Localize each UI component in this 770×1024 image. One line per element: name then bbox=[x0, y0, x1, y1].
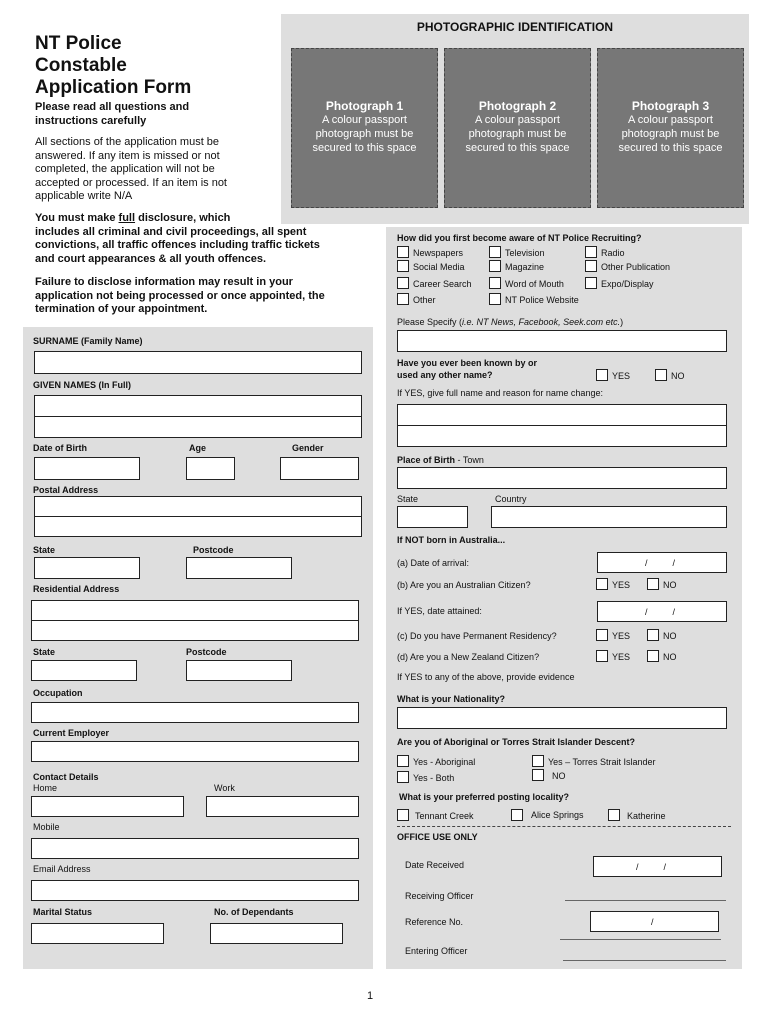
photo-line: A colour passport bbox=[475, 114, 560, 126]
atsi-aboriginal-label: Yes - Aboriginal bbox=[413, 757, 476, 767]
disclosure-line: includes all criminal and civil proceedings, all spent bbox=[35, 225, 307, 238]
reference-no-label: Reference No. bbox=[405, 917, 464, 927]
contact-details-label: Contact Details bbox=[33, 772, 99, 782]
word-of-mouth-label: Word of Mouth bbox=[505, 279, 564, 289]
home-phone-label: Home bbox=[33, 783, 58, 793]
nt-police-website-label: NT Police Website bbox=[505, 295, 579, 305]
other-label: Other bbox=[413, 295, 436, 305]
age-input[interactable] bbox=[186, 457, 235, 480]
postcode-input-2[interactable] bbox=[186, 660, 292, 681]
other-name-input-2[interactable] bbox=[397, 425, 727, 447]
failure-line: application not being processed or once appointed, the bbox=[35, 289, 325, 302]
residency-yes-checkbox[interactable] bbox=[596, 629, 608, 641]
reference-no-separator: / bbox=[651, 917, 654, 927]
title-line: Constable bbox=[35, 55, 127, 76]
citizen-label: (b) Are you an Australian Citizen? bbox=[397, 580, 531, 590]
reference-no-input[interactable] bbox=[590, 911, 719, 932]
known-yes-label: YES bbox=[612, 371, 631, 381]
date-attained-separator: / / bbox=[645, 607, 676, 617]
social-media-label: Social Media bbox=[413, 262, 465, 272]
photo-line: photograph must be bbox=[621, 128, 720, 140]
nationality-input[interactable] bbox=[397, 707, 727, 729]
other-publication-checkbox[interactable] bbox=[585, 260, 597, 272]
atsi-no-label: NO bbox=[552, 771, 566, 781]
date-received-label: Date Received bbox=[405, 860, 465, 870]
gender-label: Gender bbox=[292, 443, 324, 453]
specify-example: i.e. NT News, Facebook, Seek.com etc. bbox=[462, 317, 621, 327]
intro-line: applicable write N/A bbox=[35, 190, 133, 202]
atsi-torres-checkbox[interactable] bbox=[532, 755, 544, 767]
arrival-label: (a) Date of arrival: bbox=[397, 558, 470, 568]
birth-country-label: Country bbox=[495, 494, 527, 504]
career-search-label: Career Search bbox=[413, 279, 472, 289]
posting-question: What is your preferred posting locality? bbox=[399, 792, 570, 802]
residential-address-input-1[interactable] bbox=[31, 600, 359, 621]
photo-line: secured to this space bbox=[465, 142, 570, 154]
birth-town-input[interactable] bbox=[397, 467, 727, 489]
read-line: instructions carefully bbox=[35, 115, 147, 127]
form-title bbox=[35, 33, 191, 99]
state-input[interactable] bbox=[34, 557, 140, 579]
postal-address-input-2[interactable] bbox=[34, 516, 362, 537]
given-names-label: GIVEN NAMES (In Full) bbox=[33, 380, 131, 390]
aware-question: How did you first become aware of NT Police Recruiting? bbox=[397, 233, 642, 243]
atsi-both-checkbox[interactable] bbox=[397, 771, 409, 783]
evidence-note: If YES to any of the above, provide evidence bbox=[397, 672, 575, 682]
receiving-officer-line[interactable] bbox=[565, 900, 726, 901]
entering-officer-line[interactable] bbox=[563, 960, 726, 961]
photo-slot-3[interactable] bbox=[597, 48, 744, 208]
photo-title: Photograph 3 bbox=[631, 99, 710, 113]
photo-line: secured to this space bbox=[618, 142, 723, 154]
photo-title: Photograph 1 bbox=[325, 99, 404, 113]
specify-label bbox=[397, 317, 623, 328]
atsi-question: Are you of Aboriginal or Torres Strait Islander Descent? bbox=[397, 737, 636, 747]
specify-prefix: Please Specify ( bbox=[397, 317, 463, 327]
read-instruction bbox=[35, 100, 189, 128]
alice-springs-label: Alice Springs bbox=[531, 810, 584, 820]
photo-title: Photograph 2 bbox=[478, 99, 557, 113]
known-if-yes-label: If YES, give full name and reason for name change: bbox=[397, 388, 603, 398]
failure-line: termination of your appointment. bbox=[35, 303, 208, 315]
dob-input[interactable] bbox=[34, 457, 140, 480]
work-phone-input[interactable] bbox=[206, 796, 359, 817]
photo-slot-1[interactable] bbox=[291, 48, 438, 208]
office-divider bbox=[397, 826, 731, 827]
known-no-checkbox[interactable] bbox=[655, 369, 667, 381]
date-received-separator: / / bbox=[636, 862, 667, 872]
email-label: Email Address bbox=[33, 864, 91, 874]
nt-police-website-checkbox[interactable] bbox=[489, 293, 501, 305]
katherine-checkbox[interactable] bbox=[608, 809, 620, 821]
known-question-line-1: Have you ever been known by or bbox=[397, 358, 538, 368]
failure-line: Failure to disclose information may result in your bbox=[35, 276, 293, 288]
intro-line: answered. If any item is missed or not bbox=[35, 149, 220, 162]
receiving-officer-label: Receiving Officer bbox=[405, 891, 474, 901]
photo-line: A colour passport bbox=[322, 114, 407, 126]
citizen-no-label: NO bbox=[663, 580, 677, 590]
mobile-input[interactable] bbox=[31, 838, 359, 859]
social-media-checkbox[interactable] bbox=[397, 260, 409, 272]
disclosure-underlined: full bbox=[118, 212, 136, 224]
given-names-input-2[interactable] bbox=[34, 416, 362, 438]
intro-line: completed, the application will not be bbox=[35, 163, 215, 175]
intro-line: All sections of the application must be bbox=[35, 136, 220, 148]
dependants-label: No. of Dependants bbox=[214, 907, 294, 917]
atsi-no-checkbox[interactable] bbox=[532, 769, 544, 781]
disclosure-line: and court appearances & all youth offences. bbox=[35, 252, 267, 265]
postcode-input[interactable] bbox=[186, 557, 292, 579]
given-names-input-1[interactable] bbox=[34, 395, 362, 417]
alice-springs-checkbox[interactable] bbox=[511, 809, 523, 821]
work-phone-label: Work bbox=[214, 783, 235, 793]
photo-section-title: PHOTOGRAPHIC IDENTIFICATION bbox=[416, 20, 614, 34]
radio-checkbox[interactable] bbox=[585, 246, 597, 258]
residential-address-input-2[interactable] bbox=[31, 620, 359, 641]
postal-address-label: Postal Address bbox=[33, 485, 99, 495]
title-line: NT Police bbox=[35, 33, 122, 54]
citizen-no-checkbox[interactable] bbox=[647, 578, 659, 590]
failure-text bbox=[35, 276, 325, 317]
atsi-torres-label: Yes – Torres Strait Islander bbox=[548, 757, 656, 767]
citizen-yes-label: YES bbox=[612, 580, 631, 590]
nationality-label: What is your Nationality? bbox=[397, 694, 506, 704]
photo-line: photograph must be bbox=[315, 128, 414, 140]
newspapers-label: Newspapers bbox=[413, 248, 464, 258]
expo-display-label: Expo/Display bbox=[601, 279, 654, 289]
photo-line: secured to this space bbox=[312, 142, 417, 154]
pob-bold: Place of Birth bbox=[397, 455, 456, 465]
television-checkbox[interactable] bbox=[489, 246, 501, 258]
date-attained-label: If YES, date attained: bbox=[397, 606, 482, 616]
birth-country-input[interactable] bbox=[491, 506, 727, 528]
title-line: Application Form bbox=[35, 77, 192, 98]
dependants-input[interactable] bbox=[210, 923, 343, 944]
residency-yes-label: YES bbox=[612, 631, 631, 641]
known-question-line-2: used any other name? bbox=[397, 370, 493, 380]
read-line: Please read all questions and bbox=[35, 101, 190, 113]
other-checkbox[interactable] bbox=[397, 293, 409, 305]
intro-line: accepted or processed. If an item is not bbox=[35, 176, 227, 189]
birth-state-input[interactable] bbox=[397, 506, 468, 528]
newspapers-checkbox[interactable] bbox=[397, 246, 409, 258]
nz-citizen-label: (d) Are you a New Zealand Citizen? bbox=[397, 652, 540, 662]
state-label-2: State bbox=[33, 647, 56, 657]
word-of-mouth-checkbox[interactable] bbox=[489, 277, 501, 289]
photo-line: A colour passport bbox=[628, 114, 713, 126]
postcode-label: Postcode bbox=[193, 545, 234, 555]
dob-label: Date of Birth bbox=[33, 443, 87, 453]
occupation-input[interactable] bbox=[31, 702, 359, 723]
other-name-input-1[interactable] bbox=[397, 404, 727, 426]
age-label: Age bbox=[189, 443, 207, 453]
citizen-yes-checkbox[interactable] bbox=[596, 578, 608, 590]
arrival-date-separator: / / bbox=[645, 558, 676, 568]
current-employer-input[interactable] bbox=[31, 741, 359, 762]
residential-address-label: Residential Address bbox=[33, 584, 120, 594]
nz-no-label: NO bbox=[663, 652, 677, 662]
tennant-creek-label: Tennant Creek bbox=[415, 811, 474, 821]
pob-rest: - Town bbox=[455, 455, 484, 465]
specify-input[interactable] bbox=[397, 330, 727, 352]
mobile-label: Mobile bbox=[33, 822, 60, 832]
specify-suffix: ) bbox=[620, 317, 624, 327]
tennant-creek-checkbox[interactable] bbox=[397, 809, 409, 821]
reference-underline bbox=[560, 939, 721, 940]
television-label: Television bbox=[505, 248, 545, 258]
nz-yes-checkbox[interactable] bbox=[596, 650, 608, 662]
other-publication-label: Other Publication bbox=[601, 262, 671, 272]
residency-no-label: NO bbox=[663, 631, 677, 641]
magazine-label: Magazine bbox=[505, 262, 545, 272]
residency-no-checkbox[interactable] bbox=[647, 629, 659, 641]
email-input[interactable] bbox=[31, 880, 359, 901]
photo-slot-2[interactable] bbox=[444, 48, 591, 208]
intro-text bbox=[35, 136, 227, 204]
radio-label: Radio bbox=[601, 248, 625, 258]
surname-input[interactable] bbox=[34, 351, 362, 374]
surname-label: SURNAME (Family Name) bbox=[33, 336, 143, 346]
gender-input[interactable] bbox=[280, 457, 359, 480]
birth-state-label: State bbox=[397, 494, 419, 504]
nz-yes-label: YES bbox=[612, 652, 631, 662]
magazine-checkbox[interactable] bbox=[489, 260, 501, 272]
atsi-both-label: Yes - Both bbox=[413, 773, 455, 783]
career-search-checkbox[interactable] bbox=[397, 277, 409, 289]
current-employer-label: Current Employer bbox=[33, 728, 110, 738]
postcode-label-2: Postcode bbox=[186, 647, 227, 657]
office-use-title: OFFICE USE ONLY bbox=[397, 832, 478, 842]
residency-label: (c) Do you have Permanent Residency? bbox=[397, 631, 557, 641]
atsi-aboriginal-checkbox[interactable] bbox=[397, 755, 409, 767]
occupation-label: Occupation bbox=[33, 688, 83, 698]
place-of-birth-label bbox=[397, 455, 484, 466]
home-phone-input[interactable] bbox=[31, 796, 184, 817]
marital-status-input[interactable] bbox=[31, 923, 164, 944]
marital-status-label: Marital Status bbox=[33, 907, 93, 917]
state-label: State bbox=[33, 545, 56, 555]
disclosure-suffix: disclosure, which bbox=[135, 212, 231, 224]
katherine-label: Katherine bbox=[627, 811, 666, 821]
photo-line: photograph must be bbox=[468, 128, 567, 140]
not-born-heading: If NOT born in Australia... bbox=[397, 535, 506, 545]
disclosure-line: convictions, all traffic offences including traffic tickets bbox=[35, 239, 320, 251]
state-input-2[interactable] bbox=[31, 660, 137, 681]
entering-officer-label: Entering Officer bbox=[405, 946, 468, 956]
postal-address-input-1[interactable] bbox=[34, 496, 362, 517]
disclosure-prefix: You must make bbox=[35, 212, 119, 224]
page-number: 1 bbox=[366, 990, 374, 1002]
known-no-label: NO bbox=[671, 371, 685, 381]
nz-no-checkbox[interactable] bbox=[647, 650, 659, 662]
known-yes-checkbox[interactable] bbox=[596, 369, 608, 381]
expo-display-checkbox[interactable] bbox=[585, 277, 597, 289]
